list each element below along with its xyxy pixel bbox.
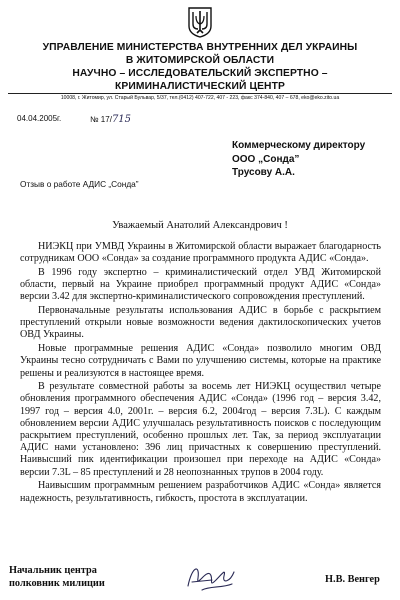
handwritten-signature-icon: [182, 560, 238, 594]
signatory-title: [9, 565, 105, 590]
letter-subject: Отзыв о работе АДИС „Сонда”: [20, 179, 139, 189]
recipient-position: Коммерческому директору: [232, 140, 366, 151]
signatory-name: Н.В. Венгер: [325, 574, 380, 585]
signatory-title-line-1: Начальник центра: [9, 565, 97, 576]
body-paragraph: Наивысшим программным решением разработчиков АДИС «Сонда» является надежность, результативность, гибкость, простота в эксплуатации.: [20, 480, 381, 504]
letterhead-line-1: УПРАВЛЕНИЕ МИНИСТЕРСТВА ВНУТРЕННИХ ДЕЛ УКРАИНЫ: [42, 42, 358, 53]
document-number-handwritten: 715: [111, 114, 132, 125]
document-number: [90, 114, 131, 125]
letterhead-line-3: НАУЧНО – ИССЛЕДОВАТЕЛЬСКИЙ ЭКСПЕРТНО –: [72, 68, 328, 79]
recipient-name: Трусову А.А.: [232, 167, 295, 178]
document-date: 04.04.2005г.: [17, 114, 62, 123]
body-paragraph: НИЭКЦ при УМВД Украины в Житомирской области выражает благодарность сотрудникам ООО «Сонда» за создание программного продукта АДИС «Сонда».: [20, 241, 381, 265]
letterhead-line-2: В ЖИТОМИРСКОЙ ОБЛАСТИ: [125, 55, 275, 66]
letterhead-address: 10008, г. Житомир, ул. Старый Бульвар, 5/37, тел.(0412) 407-722, 407 - 223, факс 374-840, 407 – 678, eko@eko.zito.ua: [60, 95, 340, 101]
recipient-company: ООО „Сонда”: [232, 153, 300, 165]
trident-coat-of-arms-icon: [187, 6, 213, 38]
letterhead-divider: [8, 93, 392, 94]
body-paragraph: Первоначальные результаты использования АДИС в борьбе с раскрытием преступлений открыли новые возможности ведения дактилоскопических учетов ОВД Украины.: [20, 305, 381, 341]
letterhead-line-4: КРИМИНАЛИСТИЧЕСКИЙ ЦЕНТР: [115, 81, 285, 92]
body-paragraph: Новые программные решения АДИС «Сонда» позволило многим ОВД Украины тесно сотрудничать с Вами по улучшению системы, которые на практике решены и реализуются в настоящее время.: [20, 343, 381, 379]
recipient-block: [232, 139, 365, 180]
letter-greeting: Уважаемый Анатолий Александрович !: [112, 220, 288, 231]
signatory-title-line-2: полковник милиции: [9, 577, 105, 589]
document-number-prefix: № 17/: [90, 115, 112, 124]
letter-body: [20, 241, 381, 506]
body-paragraph: В 1996 году экспертно – криминалистический отдел УВД Житомирской области, первый на Украине приобрел программный продукт АДИС «Сонда» версии 3.42 для экспертно-криминалистического сопровождения преступлений.: [20, 266, 381, 303]
body-paragraph: В результате совместной работы за восемь лет НИЭКЦ осуществил четыре обновления программного обеспечения АДИС «Сонда» (1996 год – версия 3.42, 1997 год – версия 4.0, 2001г. – версия 6.2, 2004год – версия 7.3L). С каждым обновлением версии АДИС улучшалась результативность поисков с последующим раскрытием преступлений, особенно прошлых лет. Так, за период эксплуатации АДИС нами установлено: 396 лиц причастных к совершению преступлений. Наивысший пик идентификации произошел при переходе на АДИС «Сонда» версии 7.3L – 85 преступлений и 28 неопознанных трупов в 2004 году.: [20, 381, 381, 478]
